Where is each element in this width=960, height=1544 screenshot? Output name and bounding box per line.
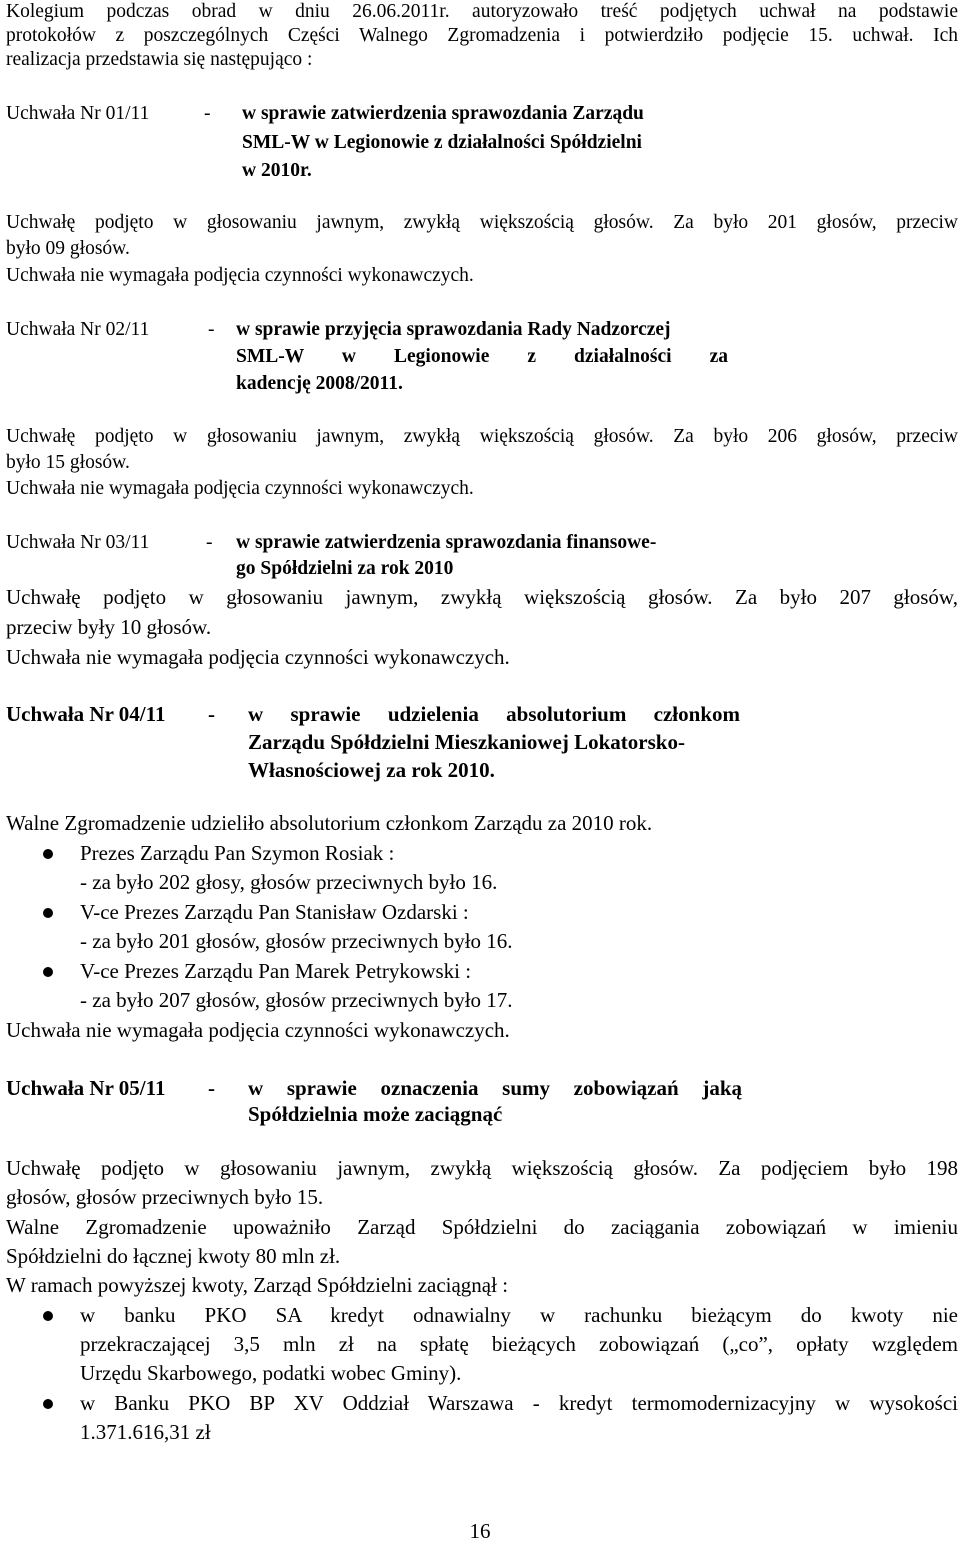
loan-2-line-1: w Banku PKO BP XV Oddział Warszawa - kredyt termomodernizacyjny w wysokości <box>80 1391 958 1415</box>
page-number: 16 <box>469 1519 491 1543</box>
resolution-02-vote-2: było 15 głosów. <box>6 452 130 473</box>
bullet-icon <box>43 908 53 918</box>
resolution-04-title-2: Zarządu Spółdzielni Mieszkaniowej Lokatorsko- <box>248 730 685 754</box>
resolution-05-title-2: Spółdzielnia może zaciągnąć <box>248 1102 503 1126</box>
resolution-05-authorization-1: Walne Zgromadzenie upoważniło Zarząd Spółdzielni do zaciągania zobowiązań w imieniu <box>6 1215 958 1239</box>
resolution-02-note: Uchwała nie wymagała podjęcia czynności wykonawczych. <box>6 478 474 499</box>
resolution-01-title-1: w sprawie zatwierdzenia sprawozdania Zarządu <box>242 103 644 124</box>
resolution-01-vote-1: Uchwałę podjęto w głosowaniu jawnym, zwykłą większością głosów. Za było 201 głosów, przeciw <box>6 212 958 233</box>
resolution-01-title-3: w 2010r. <box>242 160 312 181</box>
resolution-04-title-3: Własnościowej za rok 2010. <box>248 758 495 782</box>
resolution-05-title-1: w sprawie oznaczenia sumy zobowiązań jaką <box>248 1076 742 1100</box>
loan-1-line-3: Urzędu Skarbowego, podatki wobec Gminy). <box>80 1361 462 1385</box>
board-member-3-result: - za było 207 głosów, głosów przeciwnych było 17. <box>80 988 513 1012</box>
resolution-05-vote-1: Uchwałę podjęto w głosowaniu jawnym, zwykłą większością głosów. Za podjęciem było 198 <box>6 1156 958 1180</box>
resolution-04-title-1: w sprawie udzielenia absolutorium członkom <box>248 702 740 726</box>
resolution-05-frame: W ramach powyższej kwoty, Zarząd Spółdzielni zaciągnął : <box>6 1273 509 1297</box>
resolution-02-title-1: w sprawie przyjęcia sprawozdania Rady Nadzorczej <box>236 319 671 340</box>
resolution-05-dash: - <box>208 1076 215 1100</box>
resolution-02-title-2: SML-W w Legionowie z działalności za <box>236 346 728 367</box>
intro-line-2: protokołów z poszczególnych Części Walnego Zgromadzenia i potwierdziło podjęcie 15. uchwał. Ich <box>6 25 958 46</box>
intro-line-1: Kolegium podczas obrad w dniu 26.06.2011r. autoryzowało treść podjętych uchwał na podstawie <box>6 1 958 22</box>
resolution-01-dash: - <box>204 103 211 124</box>
board-member-1-name: Prezes Zarządu Pan Szymon Rosiak : <box>80 841 395 865</box>
loan-2-line-2: 1.371.616,31 zł <box>80 1420 211 1444</box>
board-member-3-name: V-ce Prezes Zarządu Pan Marek Petrykowski : <box>80 959 472 983</box>
resolution-03-title-2: go Spółdzielni za rok 2010 <box>236 558 454 579</box>
resolution-02-vote-1: Uchwałę podjęto w głosowaniu jawnym, zwykłą większością głosów. Za było 206 głosów, przeciw <box>6 426 958 447</box>
resolution-04-note: Uchwała nie wymagała podjęcia czynności wykonawczych. <box>6 1018 510 1042</box>
resolution-03-vote-1: Uchwałę podjęto w głosowaniu jawnym, zwykłą większością głosów. Za było 207 głosów, <box>6 585 958 609</box>
resolution-05-label: Uchwała Nr 05/11 <box>6 1076 166 1100</box>
resolution-03-title-1: w sprawie zatwierdzenia sprawozdania finansowe- <box>236 532 657 553</box>
board-member-2-result: - za było 201 głosów, głosów przeciwnych było 16. <box>80 929 513 953</box>
board-member-2-name: V-ce Prezes Zarządu Pan Stanisław Ozdarski : <box>80 900 469 924</box>
loan-1-line-1: w banku PKO SA kredyt odnawialny w rachunku bieżącym do kwoty nie <box>80 1303 958 1327</box>
resolution-01-label: Uchwała Nr 01/11 <box>6 103 150 124</box>
resolution-01-vote-2: było 09 głosów. <box>6 238 130 259</box>
resolution-03-label: Uchwała Nr 03/11 <box>6 532 150 553</box>
bullet-icon <box>43 1311 53 1321</box>
bullet-icon <box>43 849 53 859</box>
resolution-05-vote-2: głosów, głosów przeciwnych było 15. <box>6 1185 324 1209</box>
resolution-04-label: Uchwała Nr 04/11 <box>6 702 166 726</box>
intro-line-3: realizacja przedstawia się następująco : <box>6 49 313 70</box>
resolution-02-title-3: kadencję 2008/2011. <box>236 373 403 394</box>
resolution-02-dash: - <box>208 319 215 340</box>
resolution-05-authorization-2: Spółdzielni do łącznej kwoty 80 mln zł. <box>6 1244 341 1268</box>
resolution-03-note: Uchwała nie wymagała podjęcia czynności wykonawczych. <box>6 645 510 669</box>
resolution-03-vote-2: przeciw były 10 głosów. <box>6 615 212 639</box>
resolution-02-label: Uchwała Nr 02/11 <box>6 319 150 340</box>
resolution-04-summary: Walne Zgromadzenie udzieliło absolutorium członkom Zarządu za 2010 rok. <box>6 811 653 835</box>
bullet-icon <box>43 967 53 977</box>
bullet-icon <box>43 1399 53 1409</box>
resolution-01-title-2: SML-W w Legionowie z działalności Spółdzielni <box>242 132 642 153</box>
resolution-01-note: Uchwała nie wymagała podjęcia czynności wykonawczych. <box>6 265 474 286</box>
loan-1-line-2: przekraczającej 3,5 mln zł na spłatę bieżących zobowiązań („co”, opłaty względem <box>80 1332 958 1356</box>
board-member-1-result: - za było 202 głosy, głosów przeciwnych było 16. <box>80 870 498 894</box>
resolution-04-dash: - <box>208 702 215 726</box>
resolution-03-dash: - <box>206 532 213 553</box>
